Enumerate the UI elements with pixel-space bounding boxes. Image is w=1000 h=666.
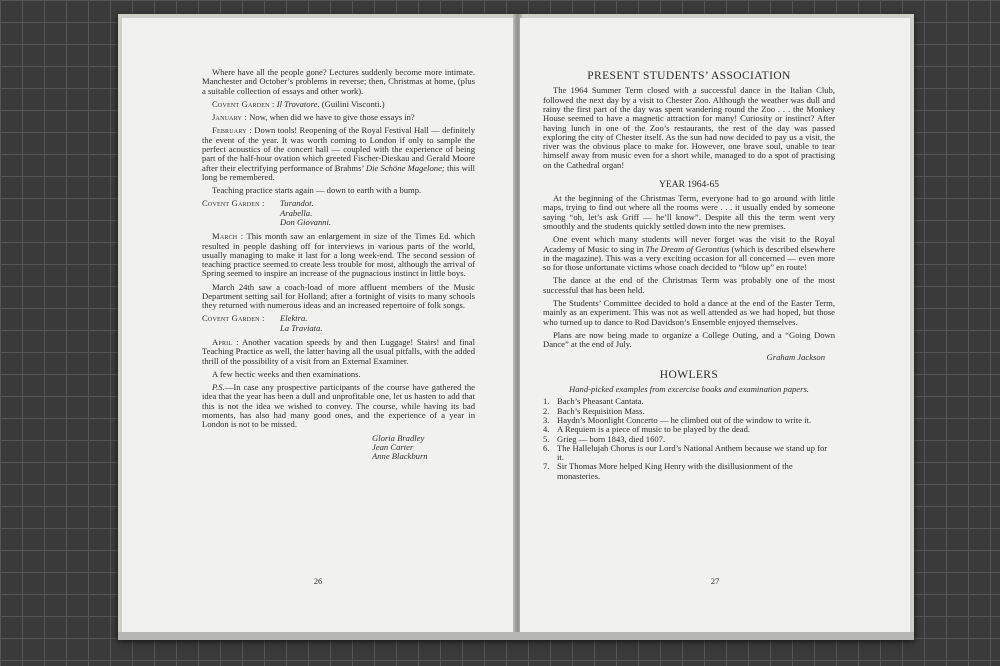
month-label: April : [212,337,239,348]
item-text: Grieg — born 1843, died 1607. [557,433,666,444]
paragraph-january [202,113,475,122]
opera-title: Don Giovanni. [280,216,332,227]
howlers-subtitle: Hand-picked examples from excercise books and examination papers. [569,384,809,395]
bottom-edge [118,632,914,640]
list-item [543,444,835,463]
signature: Gloria Bradley [372,432,425,443]
opera-title: Arabella. [280,207,313,218]
item-number: 5. [543,433,550,444]
work-title: Die Schöne Magelone; [365,162,445,173]
signature: Anne Blackburn [372,451,428,462]
right-page [520,18,910,636]
label: Covent Garden : [202,313,265,324]
text: Now, when did we have to give those essays in? [249,112,415,123]
list-item [543,462,835,481]
howlers-heading: HOWLERS [659,368,719,381]
item-text: The Hallelujah Chorus is our Lord’s National Anthem because we stand up for it. [557,442,828,463]
booklet-spread [118,14,914,640]
item-number: 4. [543,424,550,435]
month-label: March : [212,231,244,242]
item-number: 7. [543,461,550,472]
item-number: 6. [543,442,550,453]
paragraph-march [202,232,475,278]
text: (Guilini Visconti.) [321,98,385,109]
item-text: Bach’s Requisition Mass. [557,405,645,416]
text: —In case any prospective participants of the course have gathered the idea that the year has been a dull and unprofitable one, let us hasten to add that this is not the idea we wished to convey. The course, while having its bad moments, has also had many good ones, and the experience of a year in London is not to be missed. [202,382,475,430]
item-number: 1. [543,396,550,407]
month-label: February : [212,125,252,136]
opera-title: Il Trovatore. [276,98,320,109]
covent-garden-list-3 [202,314,475,333]
label: Covent Garden : [202,198,265,209]
item-text: Haydn’s Moonlight Concerto — he climbed out of the window to write it. [557,414,812,425]
item-number: 2. [543,405,550,416]
page-number: 26 [313,576,323,586]
paragraph-christmas-dance: The dance at the end of the Christmas Term was probably one of the most successful that has been held. [543,275,835,295]
label: Covent Garden : [212,98,275,109]
paragraph-royal-academy [543,235,835,272]
paragraph-easter-dance: The Students’ Committee decided to hold a dance at the end of the Easter Term, mainly as an experiment. This was not as well attended as we had hoped, but those who turned up to dance to Rod Davidson’s Ensemble enjoyed themselves. [543,298,835,327]
paragraph-covent-garden-1 [202,100,475,109]
signature: Jean Carter [372,441,414,452]
paragraph-february [202,126,475,182]
paragraph-ps [202,383,475,429]
opera-title: Turandot. [280,198,314,209]
text: (which is described elsewhere in the magazine). This was a very exciting occasion for all concerned — even more so for those unfortunate victims whose coach decided to “blow up” en route! [543,243,836,273]
text: This month saw an enlargement in size of the Times Ed. which resulted in people dashing off for interviews in various parts of the world, usually managing to make it last for a long week-end. The second session of teaching practice seemed to create less trouble for most, although the arrival of Spring seemed to inspire an increase of the pugnacious instinct in little boys. [202,231,475,279]
year-heading: YEAR 1964-65 [659,179,719,190]
paragraph-april [202,338,475,366]
opera-title: La Traviata. [280,322,323,333]
ps-label: P.S. [212,382,225,393]
paragraph-plans: Plans are now being made to organize a College Outing, and a “Going Down Dance” at the end of July. [543,329,835,350]
month-label: January : [212,112,248,123]
paragraph-march-24: March 24th saw a coach-load of more affluent members of the Music Department setting sail for Holland; after a fortnight of visits to many schools they returned with numerous ideas and an increased repertoire of folk songs. [202,281,475,311]
item-text: A Requiem is a piece of music to be played by the dead. [557,424,751,435]
howlers-list [543,397,835,481]
page-number: 27 [710,576,720,586]
left-page-text [202,68,475,461]
item-text: Sir Thomas More helped King Henry with the disillusionment of the monasteries. [557,461,793,481]
paragraph-summer-term: The 1964 Summer Term closed with a successful dance in the Italian Club, followed the next day by a visit to Chester Zoo. Although the weather was dull and rainy the first part of the day was spent wandering round the Zoo . . . the Monkey House seemed to have a magnetic attraction for many! Curiosity or instinct? After having lunch in one of the Zoo’s restaurants, the rest of the day was passed exploring the city of Chester itself. As the sun had now decided to pay us a visit, the river was the obvious place to make for. However, one brave soul, unable to tear himself away from music even for a short while, managed to do a spot of practising on the Cathedral organ! [543,85,835,170]
section-heading: PRESENT STUDENTS’ ASSOCIATION [587,70,791,82]
item-number: 3. [543,414,550,425]
text: One event which many students will never forget was the visit to the Royal Academy of Music to sing in [543,234,835,254]
item-text: Bach’s Pheasant Cantata. [557,396,644,407]
text: Down tools! Reopening of the Royal Festival Hall — definitely the event of the year. It was worth coming to London if only to sample the perfect acoustics of the concert hall — coupled with the experience of being part of the half-hour ovation which greeted Fischer-Dieskau and Gerald Moore after their electrifying performance of Brahms’ [202,125,475,173]
work-title: The Dream of Gerontius [645,243,730,254]
paragraph-intro: Where have all the people gone? Lectures suddenly become more intimate. Manchester and October’s problems in reverse; then, Christmas at home, (plus a suitable collection of essays and other work). [202,67,475,96]
text: Another vacation speeds by and then Luggage! Stairs! and final Teaching Practice as well, the latter having all the usual pitfalls, with the added thrill of the possibility of a visit from an External Examiner. [202,337,475,366]
paragraph-teaching-practice: Teaching practice starts again — down to earth with a bump. [212,185,422,196]
paragraph-examinations: A few hectic weeks and then examinations. [212,368,361,379]
left-page [122,18,514,636]
covent-garden-list-2 [202,199,475,227]
opera-title: Elektra. [280,313,308,324]
byline: Graham Jackson [766,352,825,363]
text: this will long be remembered. [202,162,475,182]
right-page-text [543,70,835,481]
signatures [202,434,457,462]
paragraph-christmas-term: At the beginning of the Christmas Term, everyone had to go around with little maps, trying to find out where all the rooms were . . . it usually ended by someone saying “oh, let’s ask Griff — he’ll know”. Despite all this the term went very smoothly and the students quickly settled down into the new premises. [543,193,835,232]
